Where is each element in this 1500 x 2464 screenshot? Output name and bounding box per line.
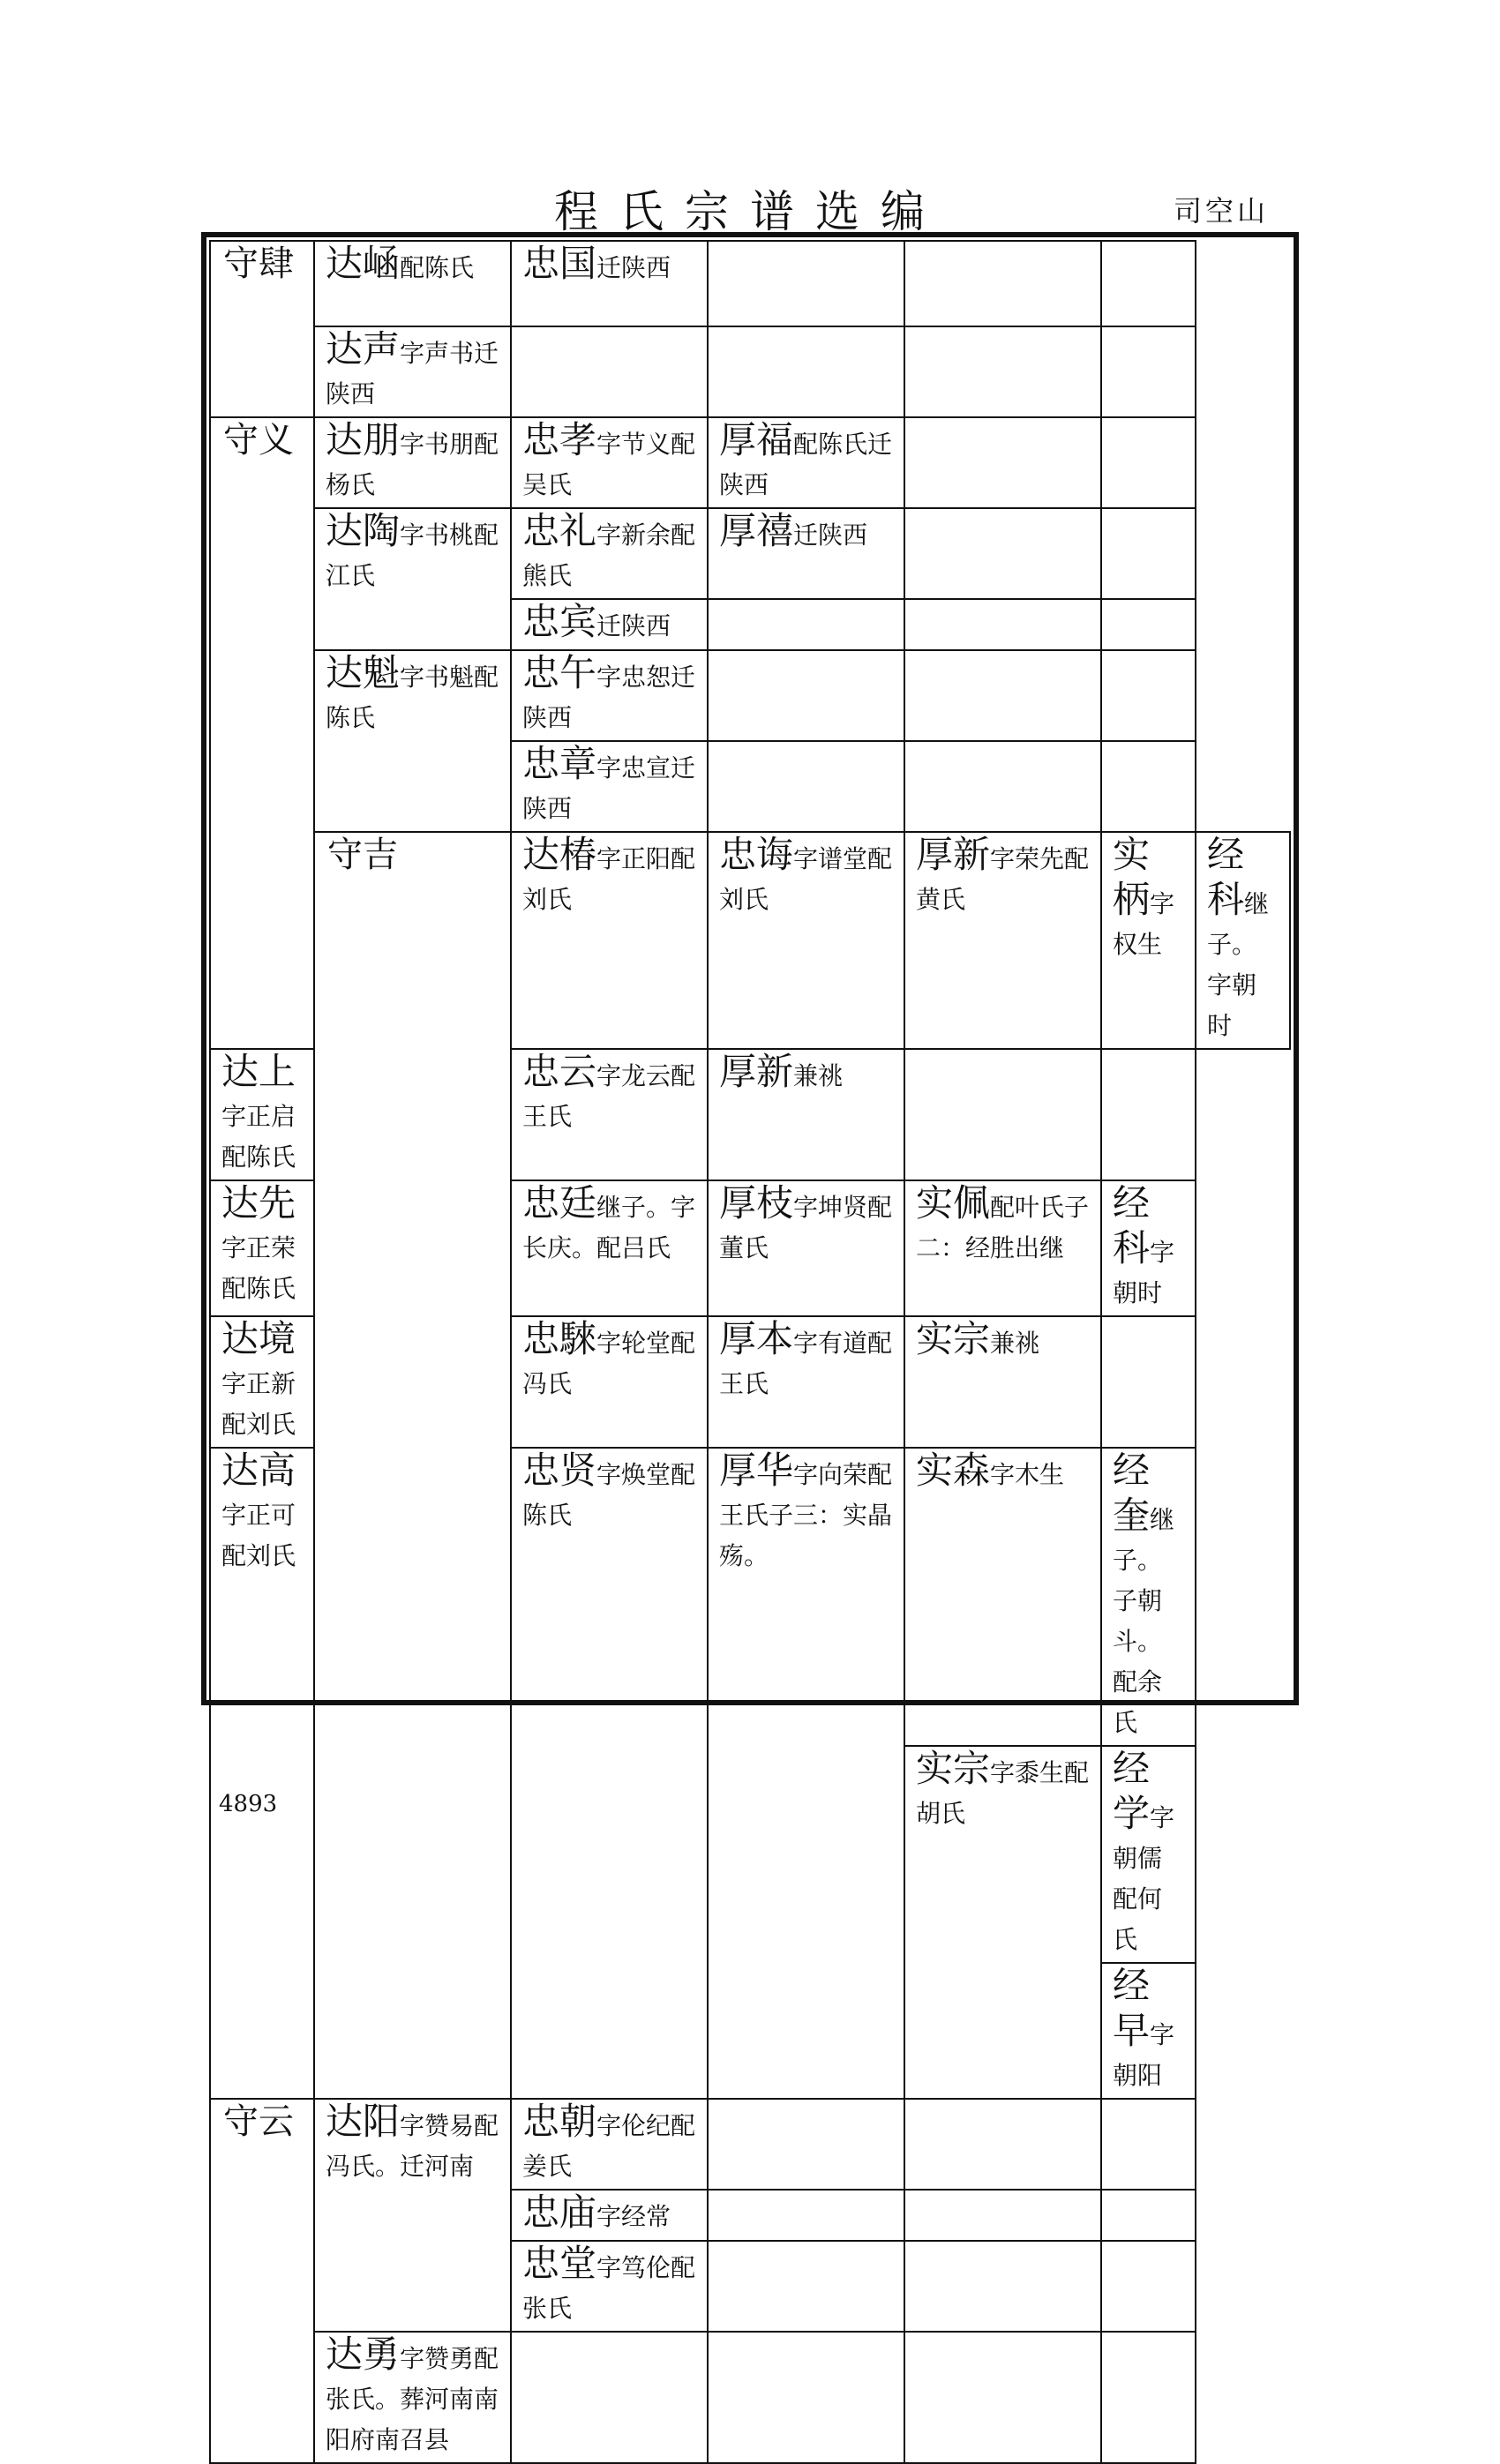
person-name: 忠庙 [522,2191,597,2234]
person-cell [904,650,1101,741]
person-name: 忠廷 [522,1181,597,1225]
person-cell [1101,832,1196,1049]
person-cell [708,2241,904,2332]
generation-cell [314,832,511,2099]
person-name: 厚福 [719,418,794,461]
person-note: 字书魁配陈氏 [326,663,499,732]
person-name: 经科 [1113,1181,1151,1269]
person-cell [708,326,904,417]
person-note: 配叶氏子二：经胜出继 [916,1193,1090,1262]
person-cell [511,2099,708,2190]
person-cell [511,2241,708,2332]
person-cell [904,326,1101,417]
person-cell [708,2332,904,2463]
person-cell [511,599,708,650]
person-cell [708,2190,904,2241]
person-cell [1101,650,1196,741]
person-cell [314,508,511,650]
generation-cell [210,2099,314,2463]
person-name: 厚本 [719,1317,794,1360]
generation-name: 守肆 [223,243,294,284]
person-cell [1101,417,1196,508]
person-cell [511,1049,708,1180]
generation-name: 守吉 [327,835,398,875]
person-cell [708,599,904,650]
person-name: 经奎 [1113,1449,1151,1537]
person-name: 忠騋 [522,1317,597,1360]
table-row [210,650,1290,741]
person-note: 字木生 [990,1460,1065,1489]
person-note: 兼祧 [990,1329,1040,1358]
person-cell [708,741,904,832]
person-cell [708,1180,904,1316]
person-name: 达朋 [326,418,401,461]
person-cell [904,1746,1101,2099]
person-note: 继子。字朝时 [1207,889,1270,1040]
person-cell [904,1448,1101,1746]
person-cell [1101,326,1196,417]
person-cell [708,1448,904,2099]
person-cell [511,326,708,417]
person-note: 字朝阳 [1113,2020,1175,2090]
person-cell [904,508,1101,599]
person-cell [511,508,708,599]
person-name: 忠贤 [522,1449,597,1492]
person-cell [1101,2099,1196,2190]
generation-name: 守云 [223,2101,294,2142]
person-cell [708,650,904,741]
genealogy-table [209,240,1291,2464]
person-cell [904,599,1101,650]
person-cell [904,832,1101,1049]
person-name: 忠诲 [719,833,794,876]
person-name: 忠堂 [522,2242,597,2285]
person-name: 达崡 [326,242,401,285]
person-cell [511,741,708,832]
person-name: 实佩 [916,1181,991,1225]
person-name: 实宗 [916,1317,991,1360]
person-name: 厚枝 [719,1181,794,1225]
person-cell [314,2332,511,2463]
table-row [210,417,1290,508]
person-note: 字朝时 [1113,1238,1175,1307]
person-name: 达阳 [326,2100,401,2143]
person-cell [314,2099,511,2332]
person-cell [1101,2332,1196,2463]
person-note: 迁陕西 [793,521,868,550]
table-row [210,508,1290,599]
person-note: 迁陕西 [596,611,671,640]
generation-name: 守义 [223,420,294,461]
person-note: 字权生 [1113,889,1175,959]
person-cell [708,2099,904,2190]
person-note: 字有道配王氏 [719,1329,893,1398]
table-row [210,2332,1290,2463]
person-note: 字正新配刘氏 [221,1369,296,1439]
person-cell [708,1049,904,1180]
person-note: 字伦纪配姜氏 [522,2111,696,2181]
place-label: 司空山 [1174,194,1270,228]
person-note: 字声书迁陕西 [326,339,499,408]
person-note: 字新余配熊氏 [522,521,696,590]
person-note: 兼祧 [793,1061,844,1090]
page-title: 程氏宗谱选编 [554,186,946,237]
person-cell [1101,599,1196,650]
person-cell [708,508,904,599]
person-cell [1196,832,1290,1049]
person-note: 继子。字长庆。配吕氏 [522,1193,696,1262]
person-note: 字书桃配江氏 [326,521,499,590]
page-number: 4893 [219,1791,278,1817]
person-cell [1101,1448,1196,1746]
person-cell [708,832,904,1049]
table-row [210,2099,1290,2190]
generation-cell [210,241,314,417]
person-note: 字坤贤配董氏 [719,1193,893,1262]
person-name: 经早 [1113,1964,1151,2052]
person-cell [511,1448,708,2099]
person-cell [904,741,1101,832]
person-name: 达椿 [522,833,597,876]
table-row [210,326,1290,417]
person-note: 字忠恕迁陕西 [522,663,696,732]
person-note: 迁陕西 [596,253,671,282]
person-cell [904,241,1101,326]
person-cell [511,417,708,508]
person-cell [210,1180,314,1316]
person-note: 字龙云配王氏 [522,1061,696,1131]
person-cell [904,2241,1101,2332]
table-row [210,832,1290,1049]
person-note: 字荣先配黄氏 [916,844,1090,914]
person-name: 达陶 [326,509,401,552]
person-name: 忠孝 [522,418,597,461]
person-name: 厚禧 [719,509,794,552]
person-cell [314,417,511,508]
person-cell [1101,241,1196,326]
person-name: 达勇 [326,2333,401,2376]
person-name: 达先 [221,1181,296,1225]
person-note: 配陈氏迁陕西 [719,430,893,499]
person-name: 达声 [326,327,401,371]
person-note: 字正荣配陈氏 [221,1233,296,1303]
person-name: 经学 [1113,1747,1151,1835]
person-cell [511,650,708,741]
table-row [210,241,1290,326]
person-note: 继子。子朝斗。配余氏 [1113,1505,1175,1737]
person-note: 字笃伦配张氏 [522,2253,696,2323]
person-note: 字经常 [596,2202,671,2231]
person-name: 经科 [1207,833,1245,921]
person-cell [511,1316,708,1448]
person-cell [1101,2241,1196,2332]
generation-cell [210,417,314,1049]
person-name: 实森 [916,1449,991,1492]
person-note: 字忠宣迁陕西 [522,753,696,823]
person-cell [904,2332,1101,2463]
person-cell [511,2190,708,2241]
person-note: 字朝儒配何氏 [1113,1803,1175,1954]
person-name: 忠礼 [522,509,597,552]
person-cell [1101,1316,1196,1448]
person-cell [904,417,1101,508]
person-cell [1101,1180,1196,1316]
person-name: 达魁 [326,651,401,694]
person-cell [1101,1746,1196,1963]
person-cell [904,1180,1101,1316]
person-note: 配陈氏 [400,253,475,282]
person-cell [1101,2190,1196,2241]
person-cell [904,1049,1101,1180]
person-note: 字正阳配刘氏 [522,844,696,914]
person-cell [1101,1049,1196,1180]
person-note: 字赞勇配张氏。葬河南南阳府南召县 [326,2344,499,2454]
person-name: 达高 [221,1449,296,1492]
person-cell [904,1316,1101,1448]
person-cell [708,241,904,326]
person-note: 字节义配吴氏 [522,430,696,499]
person-name: 忠云 [522,1050,597,1093]
person-cell [210,1448,314,2099]
person-name: 忠宾 [522,600,597,643]
person-note: 字正启配陈氏 [221,1102,296,1172]
person-cell [1101,508,1196,599]
person-name: 忠国 [522,242,597,285]
person-cell [314,650,511,832]
person-cell [511,2332,708,2463]
person-name: 厚新 [916,833,991,876]
person-note: 字谱堂配刘氏 [719,844,893,914]
person-cell [511,241,708,326]
person-note: 字赞易配冯氏。迁河南 [326,2111,499,2181]
person-name: 实宗 [916,1747,991,1790]
person-note: 字焕堂配陈氏 [522,1460,696,1530]
person-note: 字向荣配王氏子三：实晶殇。 [719,1460,893,1570]
person-note: 字正可配刘氏 [221,1501,296,1570]
person-cell [314,326,511,417]
person-cell [1101,1963,1196,2099]
person-cell [1101,741,1196,832]
person-cell [708,1316,904,1448]
person-note: 字黍生配胡氏 [916,1758,1090,1828]
person-name: 实柄 [1113,833,1151,921]
person-name: 达境 [221,1317,296,1360]
person-name: 忠朝 [522,2100,597,2143]
person-cell [904,2099,1101,2190]
person-name: 忠午 [522,651,597,694]
person-name: 厚新 [719,1050,794,1093]
person-cell [511,832,708,1049]
person-cell [210,1049,314,1180]
person-cell [904,2190,1101,2241]
person-note: 字书朋配杨氏 [326,430,499,499]
person-cell [511,1180,708,1316]
person-cell [210,1316,314,1448]
person-note: 字轮堂配冯氏 [522,1329,696,1398]
person-name: 厚华 [719,1449,794,1492]
person-cell [314,241,511,326]
person-name: 忠章 [522,742,597,785]
person-cell [708,417,904,508]
person-name: 达上 [221,1050,296,1093]
